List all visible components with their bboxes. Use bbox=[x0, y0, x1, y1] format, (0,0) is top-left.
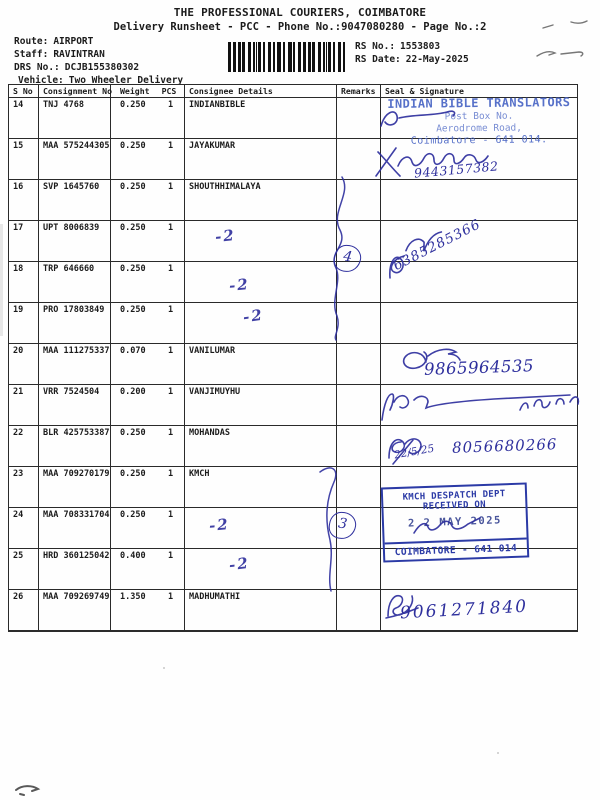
route-value: AIRPORT bbox=[53, 36, 94, 47]
cell-seal bbox=[381, 303, 578, 344]
cell-sno: 18 bbox=[9, 262, 39, 303]
cell-remarks bbox=[337, 467, 381, 508]
drs-line bbox=[14, 62, 139, 73]
runsheet-title: Delivery Runsheet - PCC - Phone No.:9047080280 - Page No.:2 bbox=[113, 21, 487, 33]
circled-count-lower: 3 bbox=[327, 510, 357, 540]
header-consignment: Consignment No bbox=[39, 85, 111, 98]
staff-value: RAVINTRAN bbox=[53, 49, 105, 60]
scan-smudge-bottom-left bbox=[8, 780, 52, 798]
cell-sno: 23 bbox=[9, 467, 39, 508]
route-label: Route: bbox=[14, 36, 49, 47]
rs-date-value: 22-May-2025 bbox=[405, 54, 469, 65]
rs-no-line bbox=[355, 41, 440, 52]
cell-seal bbox=[381, 221, 578, 262]
scan-speckle bbox=[163, 667, 165, 669]
cell-weight-pcs bbox=[111, 139, 185, 180]
table-row bbox=[9, 139, 578, 180]
cell-pcs: 1 bbox=[168, 100, 174, 110]
cell-seal bbox=[381, 180, 578, 221]
kmch-stamp-city: COIMBATORE - 641 014 bbox=[385, 538, 528, 561]
cell-weight-pcs bbox=[111, 549, 185, 590]
cell-weight: 0.250 bbox=[120, 141, 146, 151]
cell-remarks bbox=[337, 590, 381, 632]
cell-consignee: SHOUTHHIMALAYA bbox=[185, 180, 337, 221]
vehicle-value: Two Wheeler Delivery bbox=[68, 75, 184, 86]
cell-pcs: 1 bbox=[168, 387, 174, 397]
cell-consignment: TRP 646660 bbox=[39, 262, 111, 303]
cell-pcs: 1 bbox=[168, 346, 174, 356]
phone-row22: 8056680266 bbox=[451, 435, 558, 457]
cell-pcs: 1 bbox=[168, 592, 174, 602]
table-row bbox=[9, 385, 578, 426]
cell-sno: 25 bbox=[9, 549, 39, 590]
rs-date-line bbox=[355, 54, 469, 65]
cell-remarks bbox=[337, 221, 381, 262]
cell-pcs: 1 bbox=[168, 305, 174, 315]
cell-consignee bbox=[185, 508, 337, 549]
handwritten-note: -2 bbox=[208, 515, 231, 535]
cell-consignee: INDIANBIBLE bbox=[185, 98, 337, 139]
cell-pcs: 1 bbox=[168, 223, 174, 233]
rs-date-label: RS Date: bbox=[355, 54, 401, 65]
runsheet-table bbox=[8, 84, 578, 632]
cell-seal bbox=[381, 590, 578, 632]
cell-consignment: VRR 7524504 bbox=[39, 385, 111, 426]
vehicle-label: Vehicle: bbox=[18, 75, 64, 86]
cell-consignee: JAYAKUMAR bbox=[185, 139, 337, 180]
cell-consignment: HRD 360125042 bbox=[39, 549, 111, 590]
cell-weight: 0.250 bbox=[120, 264, 146, 274]
handwritten-note: -2 bbox=[214, 225, 237, 247]
header-remarks: Remarks bbox=[337, 85, 381, 98]
table-row bbox=[9, 344, 578, 385]
cell-sno: 15 bbox=[9, 139, 39, 180]
cell-sno: 21 bbox=[9, 385, 39, 426]
cell-seal bbox=[381, 467, 578, 508]
staff-line bbox=[14, 49, 105, 60]
table-row bbox=[9, 508, 578, 549]
cell-pcs: 1 bbox=[168, 469, 174, 479]
cell-weight: 0.250 bbox=[120, 305, 146, 315]
cell-sno: 26 bbox=[9, 590, 39, 632]
cell-weight-pcs bbox=[111, 221, 185, 262]
cell-seal bbox=[381, 139, 578, 180]
cell-weight-pcs bbox=[111, 590, 185, 632]
table-row bbox=[9, 426, 578, 467]
cell-remarks bbox=[337, 303, 381, 344]
cell-seal bbox=[381, 344, 578, 385]
table-row bbox=[9, 590, 578, 632]
barcode bbox=[228, 42, 345, 72]
cell-pcs: 1 bbox=[168, 141, 174, 151]
header-weight: Weight bbox=[120, 86, 150, 96]
phone-row15: 9443157382 bbox=[413, 158, 500, 181]
cell-sno: 22 bbox=[9, 426, 39, 467]
kmch-stamp-line1: KMCH DESPATCH DEPT bbox=[402, 489, 506, 503]
cell-remarks bbox=[337, 139, 381, 180]
cell-consignment: BLR 425753387 bbox=[39, 426, 111, 467]
scan-edge-artifact bbox=[0, 224, 3, 336]
cell-weight: 0.250 bbox=[120, 100, 146, 110]
cell-remarks bbox=[337, 508, 381, 549]
table-header-row bbox=[9, 85, 578, 98]
cell-weight-pcs bbox=[111, 508, 185, 549]
cell-pcs: 1 bbox=[168, 182, 174, 192]
table-row bbox=[9, 98, 578, 139]
cell-pcs: 1 bbox=[168, 551, 174, 561]
phone-row17: 6385285366 bbox=[390, 216, 484, 274]
route-line bbox=[14, 36, 93, 47]
cell-consignee: MADHUMATHI bbox=[185, 590, 337, 632]
cell-consignment: MAA 709270179 bbox=[39, 467, 111, 508]
cell-weight: 0.070 bbox=[120, 346, 146, 356]
cell-consignee bbox=[185, 303, 337, 344]
table-row bbox=[9, 467, 578, 508]
cell-consignee: VANJIMUYHU bbox=[185, 385, 337, 426]
handwritten-note: -2 bbox=[228, 275, 251, 295]
cell-seal bbox=[381, 426, 578, 467]
cell-seal bbox=[381, 508, 578, 549]
cell-consignment: UPT 8006839 bbox=[39, 221, 111, 262]
cell-remarks bbox=[337, 344, 381, 385]
drs-label: DRS No.: bbox=[14, 62, 60, 73]
cell-sno: 17 bbox=[9, 221, 39, 262]
cell-remarks bbox=[337, 180, 381, 221]
cell-seal bbox=[381, 262, 578, 303]
ibt-stamp-line3: Aerodrome Road, bbox=[436, 122, 523, 135]
cell-consignment: SVP 1645760 bbox=[39, 180, 111, 221]
table-row bbox=[9, 549, 578, 590]
cell-consignee bbox=[185, 549, 337, 590]
scan-speckle bbox=[497, 752, 499, 754]
cell-consignment: MAA 708331704 bbox=[39, 508, 111, 549]
kmch-stamp-date: 2 2 MAY 2025 bbox=[407, 514, 503, 530]
cell-weight: 0.200 bbox=[120, 387, 146, 397]
cell-pcs: 1 bbox=[168, 428, 174, 438]
cell-remarks bbox=[337, 426, 381, 467]
cell-sno: 24 bbox=[9, 508, 39, 549]
cell-seal bbox=[381, 385, 578, 426]
cell-weight: 0.250 bbox=[120, 428, 146, 438]
cell-weight-pcs bbox=[111, 180, 185, 221]
cell-remarks bbox=[337, 262, 381, 303]
handwritten-note: -2 bbox=[241, 305, 265, 327]
cell-remarks bbox=[337, 549, 381, 590]
rs-no-value: 1553803 bbox=[400, 41, 441, 52]
cell-consignee: KMCH bbox=[185, 467, 337, 508]
date-row22: 22/5/25 bbox=[393, 442, 436, 462]
cell-weight-pcs bbox=[111, 98, 185, 139]
company-title: THE PROFESSIONAL COURIERS, COIMBATORE bbox=[173, 6, 427, 19]
header-consignee: Consignee Details bbox=[185, 85, 337, 98]
cell-weight: 0.250 bbox=[120, 469, 146, 479]
table-row bbox=[9, 303, 578, 344]
cell-pcs: 1 bbox=[168, 264, 174, 274]
cell-weight-pcs bbox=[111, 467, 185, 508]
cell-weight: 0.250 bbox=[120, 510, 146, 520]
table-row bbox=[9, 221, 578, 262]
cell-weight-pcs bbox=[111, 385, 185, 426]
cell-weight: 0.250 bbox=[120, 182, 146, 192]
cell-consignment: MAA 111275337 bbox=[39, 344, 111, 385]
drs-value: DCJB155380302 bbox=[64, 62, 140, 73]
cell-consignee: MOHANDAS bbox=[185, 426, 337, 467]
cell-remarks bbox=[337, 98, 381, 139]
header-seal: Seal & Signature bbox=[381, 85, 578, 98]
cell-pcs: 1 bbox=[168, 510, 174, 520]
cell-seal bbox=[381, 98, 578, 139]
rs-no-label: RS No.: bbox=[355, 41, 396, 52]
cell-sno: 19 bbox=[9, 303, 39, 344]
ibt-stamp-line2: Post Box No. bbox=[444, 110, 514, 123]
kmch-stamp-line2: RECEIVED ON bbox=[422, 499, 487, 513]
ibt-stamp-line1: INDIAN BIBLE TRANSLATORS bbox=[387, 95, 571, 111]
cell-weight-pcs bbox=[111, 262, 185, 303]
handwritten-note: -2 bbox=[227, 553, 251, 575]
phone-row20: 9865964535 bbox=[423, 356, 535, 379]
cell-sno: 16 bbox=[9, 180, 39, 221]
cell-remarks bbox=[337, 385, 381, 426]
table-row bbox=[9, 180, 578, 221]
cell-consignment: MAA 575244305 bbox=[39, 139, 111, 180]
header-sno: S No bbox=[9, 85, 39, 98]
cell-weight-pcs bbox=[111, 344, 185, 385]
cell-weight-pcs bbox=[111, 303, 185, 344]
table-row bbox=[9, 262, 578, 303]
cell-consignee bbox=[185, 221, 337, 262]
cell-consignment: PRO 17803849 bbox=[39, 303, 111, 344]
cell-weight: 0.250 bbox=[120, 223, 146, 233]
cell-sno: 20 bbox=[9, 344, 39, 385]
staff-label: Staff: bbox=[14, 49, 49, 60]
cell-consignee bbox=[185, 262, 337, 303]
cell-seal bbox=[381, 549, 578, 590]
header-pcs: PCS bbox=[161, 86, 177, 96]
ibt-stamp-line4: Coimbatore - 641 014. bbox=[410, 134, 548, 147]
cell-consignment: TNJ 4768 bbox=[39, 98, 111, 139]
cell-consignment: MAA 709269749 bbox=[39, 590, 111, 632]
cell-weight: 0.400 bbox=[120, 551, 146, 561]
cell-weight-pcs bbox=[111, 426, 185, 467]
cell-sno: 14 bbox=[9, 98, 39, 139]
phone-row26: 9061271840 bbox=[399, 596, 529, 624]
header-weight-pcs bbox=[111, 85, 185, 98]
cell-consignee: VANILUMAR bbox=[185, 344, 337, 385]
cell-weight: 1.350 bbox=[120, 592, 146, 602]
circled-count-upper: 4 bbox=[332, 243, 362, 273]
